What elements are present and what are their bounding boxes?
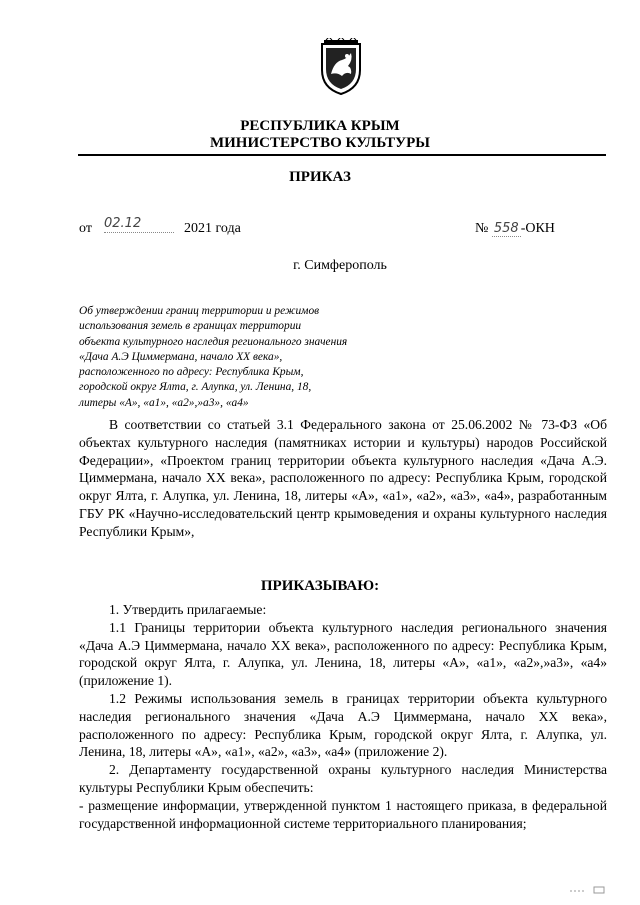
republic-heading: РЕСПУБЛИКА КРЫМ <box>240 118 400 134</box>
date-field <box>104 216 174 233</box>
handwritten-number: 558 <box>493 221 519 236</box>
item-1: 1. Утвердить прилагаемые: <box>109 602 267 617</box>
order-heading: ПРИКАЗЫВАЮ: <box>260 578 380 594</box>
subject-line: литеры «А», «а1», «а2»,»а3», «а4» <box>79 396 249 409</box>
order-items <box>79 601 607 832</box>
item-2: 2. Департаменту государственной охраны культурного наследия Министерства культуры Республики Крым обеспечить: <box>79 762 607 795</box>
subject-line: «Дача А.Э Циммермана, начало XX века», <box>79 350 283 363</box>
subject-line: объекта культурного наследия регионального значения <box>79 335 348 348</box>
item-1-2: 1.2 Режимы использования земель в границах территории объекта культурного наследия регионального значения «Дача А.Э Циммермана, начало XX века», расположенного по адресу: Республика Крым, городской округ Ялта, г. Алупка, ул. Ленина, 18, литеры «А», «а1», «а2», «а3», «а4» (приложение 2). <box>79 690 607 760</box>
date-from-label: от <box>79 221 92 236</box>
order-number <box>475 221 555 237</box>
subject-line: Об утверждении границ территории и режимов <box>79 305 320 317</box>
item-1-1: 1.1 Границы территории объекта культурного наследия регионального значения «Дача А.Э Циммермана, начало XX века», расположенного по адресу: Республика Крым, городской округ Ялта, г. Алупка, ул. Ленина, 18, литеры «А», «а1», «а2»,»а3», «а4» (приложение 1). <box>79 619 607 689</box>
date-year: 2021 года <box>184 221 241 236</box>
header-divider <box>78 154 606 156</box>
subject-line: городской округ Ялта, г. Алупка, ул. Ленина, 18, <box>79 381 312 394</box>
ministry-heading: МИНИСТЕРСТВО КУЛЬТУРЫ <box>209 135 431 151</box>
subject-line: использования земель в границах территории <box>79 320 302 333</box>
number-label: № <box>475 221 489 236</box>
page-corner-mark <box>568 885 608 895</box>
item-2-dash: - размещение информации, утвержденной пунктом 1 настоящего приказа, в федеральной государственной информационной системе территориального планирования; <box>79 797 607 831</box>
subject-line: расположенного по адресу: Республика Крым, <box>79 366 304 379</box>
city-line: г. Симферополь <box>293 258 387 273</box>
handwritten-date: 02.12 <box>104 216 142 231</box>
preamble-paragraph: В соответствии со статьей 3.1 Федерального закона от 25.06.2002 № 73-ФЗ «Об объектах культурного наследия (памятниках истории и культуры) народов Российской Федерации», «Проектом границ территории объекта культурного наследия «Дача А.Э. Циммермана, начало XX века», расположенного по адресу: Республика Крым, городской округ Ялта, г. Алупка, ул. Ленина, 18, литеры «А», «а1», «а2», «а3», «а4», разработанным ГБУ РК «Научно-исследовательский центр крымоведения и охраны культурного наследия Республики Крым», <box>79 417 607 539</box>
coat-of-arms-emblem <box>318 38 364 96</box>
subject-block <box>79 304 409 411</box>
number-suffix: -ОКН <box>520 221 555 236</box>
document-title: ПРИКАЗ <box>289 169 351 185</box>
